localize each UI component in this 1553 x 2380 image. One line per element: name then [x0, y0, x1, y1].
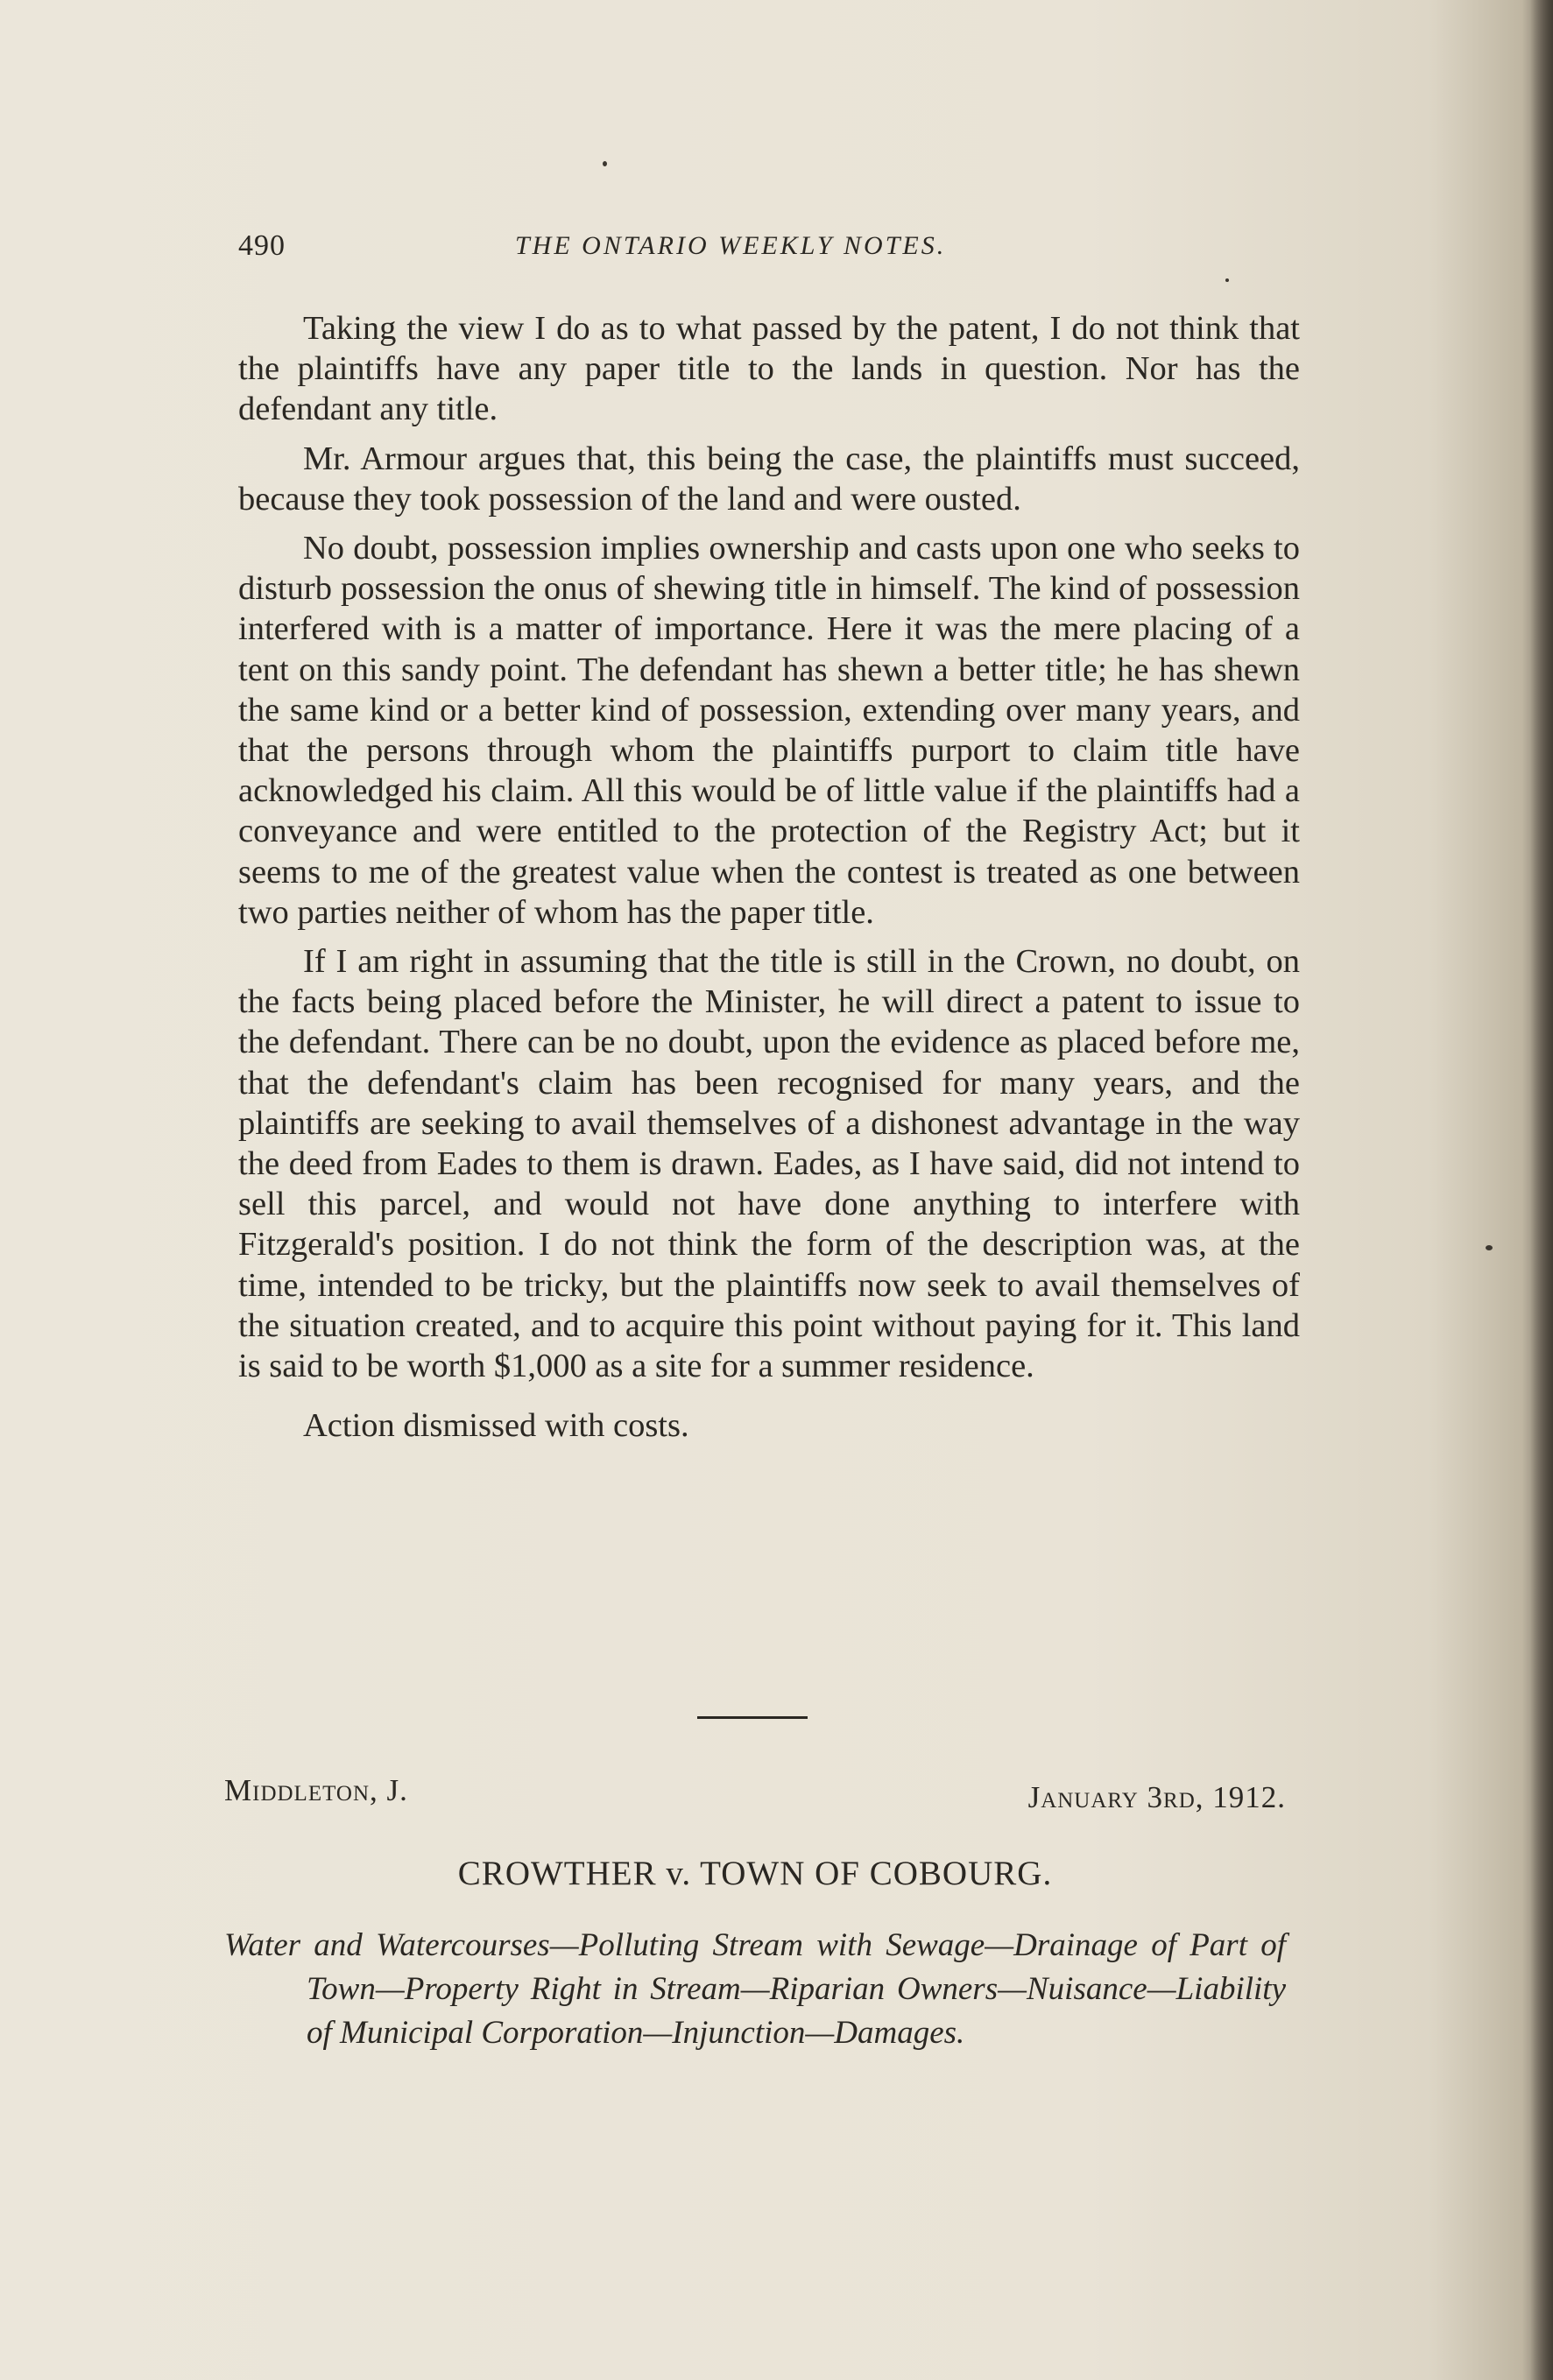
page-number: 490: [238, 229, 286, 262]
body-text: [238, 308, 1300, 1454]
judge-name: Middleton, J.: [224, 1773, 408, 1807]
page-edge-shadow: [1530, 0, 1553, 2380]
case-title: CROWTHER v. TOWN OF COBOURG.: [457, 1855, 1053, 1892]
headnote: [224, 1924, 1286, 2055]
case-judge-date-line: [224, 1773, 1286, 1817]
ink-speck: [1225, 278, 1229, 282]
paragraph-armour-argument: Mr. Armour argues that, this being the case, the plaintiffs must succeed, because they took possession of the land and were ousted.: [238, 440, 1300, 518]
judgment-date: January 3rd, 1912.: [1027, 1780, 1286, 1814]
paragraph-paper-title: Taking the view I do as to what passed by the patent, I do not think that the plaintiffs have any paper title to the lands in question. Nor has the defendant any title.: [238, 310, 1300, 428]
running-head: THE ONTARIO WEEKLY NOTES.: [515, 231, 947, 260]
paragraph-disposition: Action dismissed with costs.: [303, 1407, 689, 1445]
ink-speck: [1486, 1245, 1493, 1250]
paragraph-crown-title: If I am right in assuming that the title is still in the Crown, no doubt, on the facts being placed before the Minister, he will direct a patent to issue to the defendant. There can be no doubt, upon the evidence as placed before me, that the defendant's claim has been recognised for many years, and the plaintiffs are seeking to avail themselves of a dishonest advantage in the way the deed from Eades to them is drawn. Eades, as I have said, did not intend to sell this parcel, and would not have done anything to interfere with Fitzgerald's position. I do not think the form of the description was, at the time, intended to be tricky, but the plaintiffs now seek to avail themselves of the situation created, and to acquire this point without paying for it. This land is said to be worth $1,000 as a site for a summer residence.: [238, 943, 1300, 1385]
paragraph-possession: No doubt, possession implies ownership and casts upon one who seeks to disturb possession the onus of shewing title in himself. The kind of possession interfered with is a matter of importance. Here it was the mere placing of a tent on this sandy point. The defendant has shewn a better title; he has shewn the same kind or a better kind of possession, extending over many years, and that the persons through whom the plaintiffs purport to claim title have acknowledged his claim. All this would be of little value if the plaintiffs had a conveyance and were entitled to the protection of the Registry Act; but it seems to me of the greatest value when the contest is treated as one between two parties neither of whom has the paper title.: [238, 530, 1300, 931]
headnote-text: Water and Watercourses—Polluting Stream with Sewage—Drainage of Part of Town—Property Right in Stream—Riparian Owners—Nuisance—Liability of Municipal Corporation—Injunction—Damages.: [224, 1927, 1286, 2051]
ink-speck: [603, 161, 607, 166]
page-header: [238, 229, 1298, 282]
section-divider: [697, 1716, 808, 1719]
